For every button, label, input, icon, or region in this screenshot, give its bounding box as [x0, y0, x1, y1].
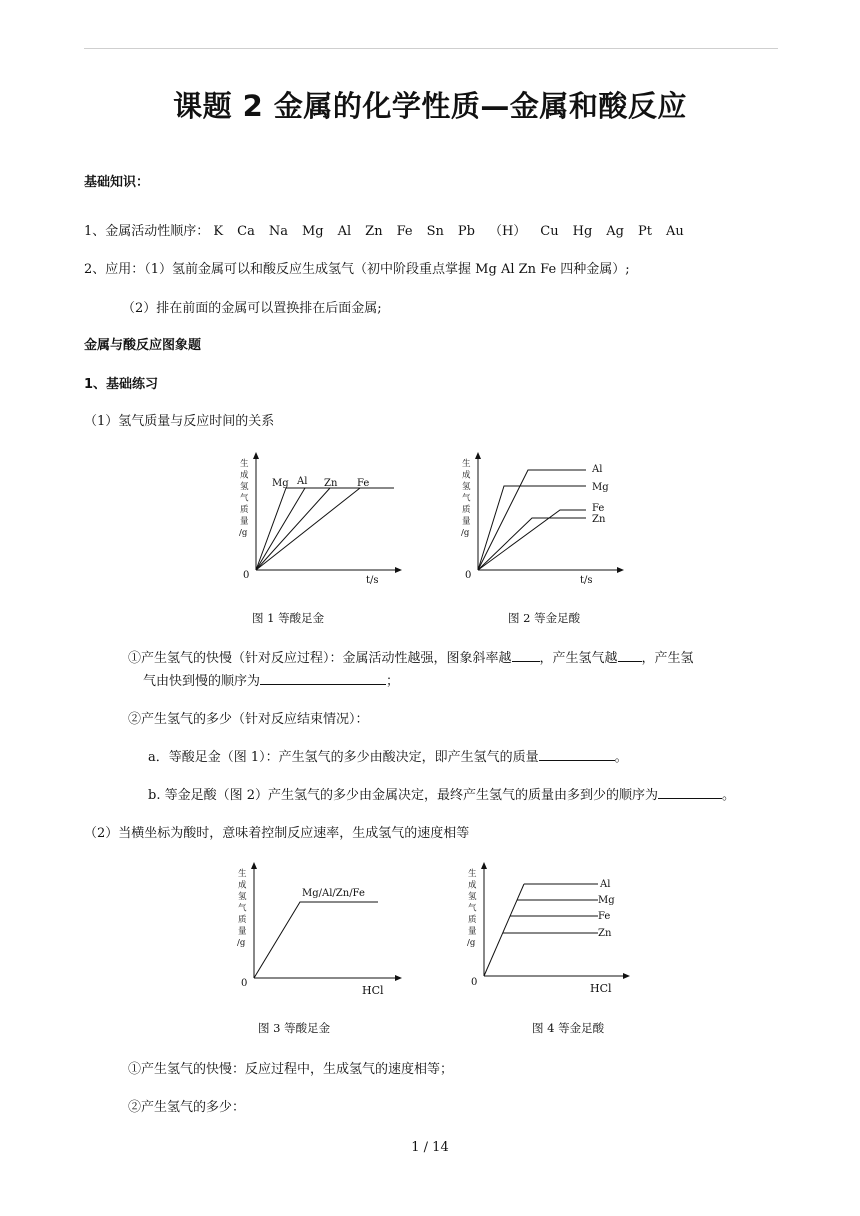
activity-metal: Al	[337, 224, 352, 239]
figure-1-xlabel: t/s	[366, 575, 379, 586]
ylabel-char: 成	[240, 470, 249, 481]
application-line-2: （2）排在前面的金属可以置换排在后面金属;	[122, 301, 382, 316]
ylabel-char: 量	[462, 516, 471, 527]
figure-3-chart	[228, 862, 408, 1002]
figure-4-label-zn: Zn	[598, 928, 612, 939]
figure-1-caption: 图 1 等酸足金	[252, 611, 325, 625]
activity-metal: Pb	[457, 224, 475, 239]
figure-1-label-fe: Fe	[357, 478, 370, 489]
ylabel-char: 氢	[462, 482, 471, 492]
paragraph-rate-cont: 气由快到慢的顺序为 ；	[143, 674, 400, 689]
paragraph-rate-2: ①产生氢气的快慢：反应过程中，生成氢气的速度相等；	[128, 1062, 454, 1077]
figure-2-line-zn	[478, 518, 586, 570]
ylabel-char: 质	[240, 505, 249, 515]
activity-metal: Mg	[301, 224, 324, 239]
activity-metal: （H）	[488, 224, 527, 239]
blank-mass-order[interactable]	[658, 786, 722, 799]
ylabel-char: 量	[240, 516, 249, 527]
figure-4-caption: 图 4 等金足酸	[532, 1021, 605, 1035]
figure-1-chart	[230, 452, 410, 592]
paragraph-amount-2: ②产生氢气的多少：	[128, 1100, 246, 1115]
figure-3-ylabel	[237, 868, 247, 948]
ylabel-char: /g	[237, 938, 246, 948]
figure-4-label-mg: Mg	[598, 895, 615, 906]
activity-metal: Cu	[540, 224, 559, 239]
activity-metal: Na	[268, 224, 288, 239]
ylabel-char: 质	[468, 915, 477, 925]
figure-2-caption: 图 2 等金足酸	[508, 611, 581, 625]
activity-metal: Zn	[365, 224, 383, 239]
figure-4-label-fe: Fe	[598, 911, 611, 922]
sub-heading: 1、基础练习	[84, 377, 159, 392]
header-rule	[84, 48, 778, 49]
figure-2-line-mg	[478, 486, 586, 570]
ylabel-char: 生	[240, 459, 249, 469]
ylabel-char: 气	[240, 493, 249, 504]
activity-series-line	[84, 220, 698, 239]
ylabel-char: 质	[238, 915, 247, 925]
activity-metal: Hg	[572, 224, 593, 239]
ylabel-char: 成	[238, 880, 247, 891]
figure-2-ylabel	[461, 458, 471, 538]
figure-1-line-fe	[256, 488, 360, 570]
ylabel-char: 质	[462, 505, 471, 515]
figure-4-chart	[458, 862, 638, 1002]
page-title: 课题 2 金属的化学性质—金属和酸反应	[173, 89, 687, 123]
section-heading: 金属与酸反应图象题	[84, 338, 202, 353]
activity-metal: Ca	[237, 224, 255, 239]
figure-2-label-al: Al	[592, 464, 603, 475]
activity-metal: Au	[666, 224, 684, 239]
ylabel-char: 氢	[240, 482, 249, 492]
figure-1-label-mg: Mg	[272, 478, 289, 489]
ylabel-char: 生	[462, 459, 471, 469]
blank-mass[interactable]	[539, 748, 615, 761]
figure-4-origin: 0	[471, 977, 478, 988]
ylabel-char: 成	[468, 880, 477, 891]
ylabel-char: 气	[468, 903, 477, 914]
figure-3-line	[254, 902, 378, 978]
figure-4-label-al: Al	[600, 879, 611, 890]
ylabel-char: 生	[238, 869, 247, 879]
figure-2-label-fe: Fe	[592, 503, 605, 514]
figure-3-caption: 图 3 等酸足金	[258, 1021, 331, 1035]
figure-1-ylabel	[239, 458, 249, 538]
figure-1-label-al: Al	[297, 476, 308, 487]
activity-metal: Fe	[396, 224, 413, 239]
paragraph-b: b. 等金足酸（图 2）产生氢气的多少由金属决定，最终产生氢气的质量由多到少的顺序为 。	[148, 788, 736, 803]
activity-metal: Ag	[606, 224, 625, 239]
application-line-1: 2、应用：（1）氢前金属可以和酸反应生成氢气（初中阶段重点掌握 Mg Al Zn Fe 四种金属）;	[84, 262, 630, 277]
activity-metal: K	[213, 224, 224, 239]
activity-metal: Sn	[426, 224, 444, 239]
figure-2-xlabel: t/s	[580, 575, 593, 586]
figure-3-label: Mg/Al/Zn/Fe	[302, 888, 365, 899]
ylabel-char: /g	[467, 938, 476, 948]
figure-2-label-mg: Mg	[592, 482, 609, 493]
figure-1-label-zn: Zn	[324, 478, 338, 489]
figure-1-line-zn	[256, 488, 330, 570]
ylabel-char: /g	[461, 528, 470, 538]
figure-4-ylabel	[467, 868, 477, 948]
q2-intro: （2）当横坐标为酸时，意味着控制反应速率，生成氢气的速度相等	[84, 826, 470, 841]
ylabel-char: 生	[468, 869, 477, 879]
ylabel-char: 氢	[238, 892, 247, 902]
basic-heading: 基础知识：	[84, 175, 150, 190]
ylabel-char: 气	[238, 903, 247, 914]
figure-2-label-zn: Zn	[592, 514, 606, 525]
figure-3-xlabel: HCl	[362, 984, 384, 997]
figure-1-line-al	[256, 488, 305, 570]
ylabel-char: 量	[238, 926, 247, 937]
figure-2-chart	[452, 452, 632, 592]
page-number: 1 / 14	[411, 1140, 449, 1155]
ylabel-char: /g	[239, 528, 248, 538]
blank-speed[interactable]	[618, 649, 642, 662]
activity-metal: Pt	[638, 224, 652, 239]
paragraph-a: a．等酸足金（图 1）：产生氢气的多少由酸决定，即产生氢气的质量 。	[148, 750, 628, 765]
figure-2-origin: 0	[465, 570, 472, 581]
activity-series-label: 1、金属活动性顺序：	[84, 224, 210, 239]
ylabel-char: 氢	[468, 892, 477, 902]
q1-intro: （1）氢气质量与反应时间的关系	[84, 414, 275, 429]
activity-series	[213, 224, 697, 239]
figure-4-rise	[484, 884, 524, 976]
paragraph-rate: ①产生氢气的快慢（针对反应过程）：金属活动性越强，图象斜率越 ，产生氢气越 ，产生氢	[128, 651, 694, 666]
figure-1-origin: 0	[243, 570, 250, 581]
blank-slope[interactable]	[512, 649, 540, 662]
blank-order[interactable]	[260, 672, 386, 685]
ylabel-char: 成	[462, 470, 471, 481]
figure-4-xlabel: HCl	[590, 982, 612, 995]
figure-3-origin: 0	[241, 978, 248, 989]
ylabel-char: 气	[462, 493, 471, 504]
ylabel-char: 量	[468, 926, 477, 937]
paragraph-amount: ②产生氢气的多少（针对反应结束情况）：	[128, 712, 369, 727]
